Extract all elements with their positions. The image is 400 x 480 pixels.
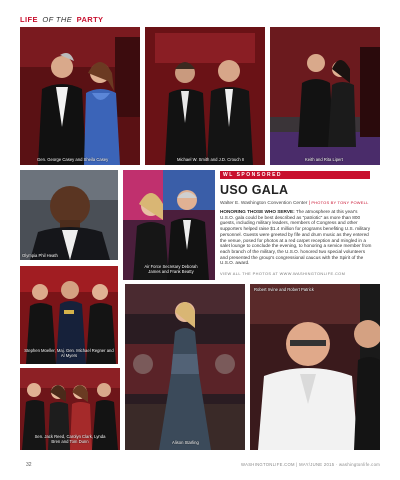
header-party: PARTY (76, 15, 104, 24)
view-all-link[interactable]: VIEW ALL THE PHOTOS AT WWW.WASHINGTONLIFE.COM (220, 271, 346, 276)
article-lead: HONORING THOSE WHO SERVE: (220, 209, 295, 214)
caption-starling: Alison Starling (172, 440, 199, 445)
sponsored-tag: WL SPONSORED (220, 171, 370, 179)
caption-irvine-patrick: Robert Irvine and Robert Patrick (254, 287, 314, 292)
footer-site: WASHINGTONLIFE.COM | MAY/JUNE 2015 · washingtonlife.com (241, 462, 380, 467)
caption-smith-crouch: Michael W. Smith and J.D. Crouch II (177, 157, 245, 162)
article-body (220, 209, 372, 266)
photo-lipert (270, 27, 380, 165)
caption-moeller-regner-myers: Stephen Moeller, Maj. Gen. Michael Regner and Al Myers (24, 348, 114, 358)
article-body-text: The atmosphere at this year's U.S.O. gala could be best described as "patriotic" as more than 800 guests, including military leaders, members of Congress and other supporters helped raise $1.4 million for programs benefiting U.S. military personnel. Guests were greeted by fife and drum music as they entered the venue, posed for photos at a red carpet reception and mingled in a salet lounge to conclude the evening, to honoring a service member from each branch of the military, the U.S.O. honored two special volunteers and presented the group's congressional caucus with the Spirit of the U.S.O. award. (220, 209, 372, 266)
photo-irvine-patrick (250, 284, 380, 450)
caption-heath: Olympia Phil Heath (22, 253, 58, 258)
header-of-the: OF THE (42, 15, 73, 24)
photo-heath (20, 170, 118, 260)
caption-casey: Gen. George Casey and Sheila Casey (37, 157, 109, 162)
photo-credit: PHOTOS BY TONY POWELL (311, 200, 369, 205)
photo-smith-crouch (145, 27, 265, 165)
article-title: USO GALA (220, 183, 289, 197)
section-header (20, 15, 103, 24)
venue-name: Walter E. Washington Convention Center (220, 201, 308, 206)
caption-james-beatty: Air Force Secretary Deborah James and Frank Beatty (144, 264, 198, 274)
photo-casey (20, 27, 140, 165)
photo-starling (125, 284, 245, 450)
article-venue: Walter E. Washington Convention Center | PHOTOS BY TONY POWELL (220, 200, 369, 206)
page-number: 32 (26, 462, 32, 468)
caption-lipert: Keith and Rita Lipert (305, 157, 343, 162)
header-life: LIFE (20, 15, 38, 24)
caption-reed-group: Sen. Jack Reed, Carolyn Clark, Lynda Bren and Tom Dunn (34, 434, 106, 444)
